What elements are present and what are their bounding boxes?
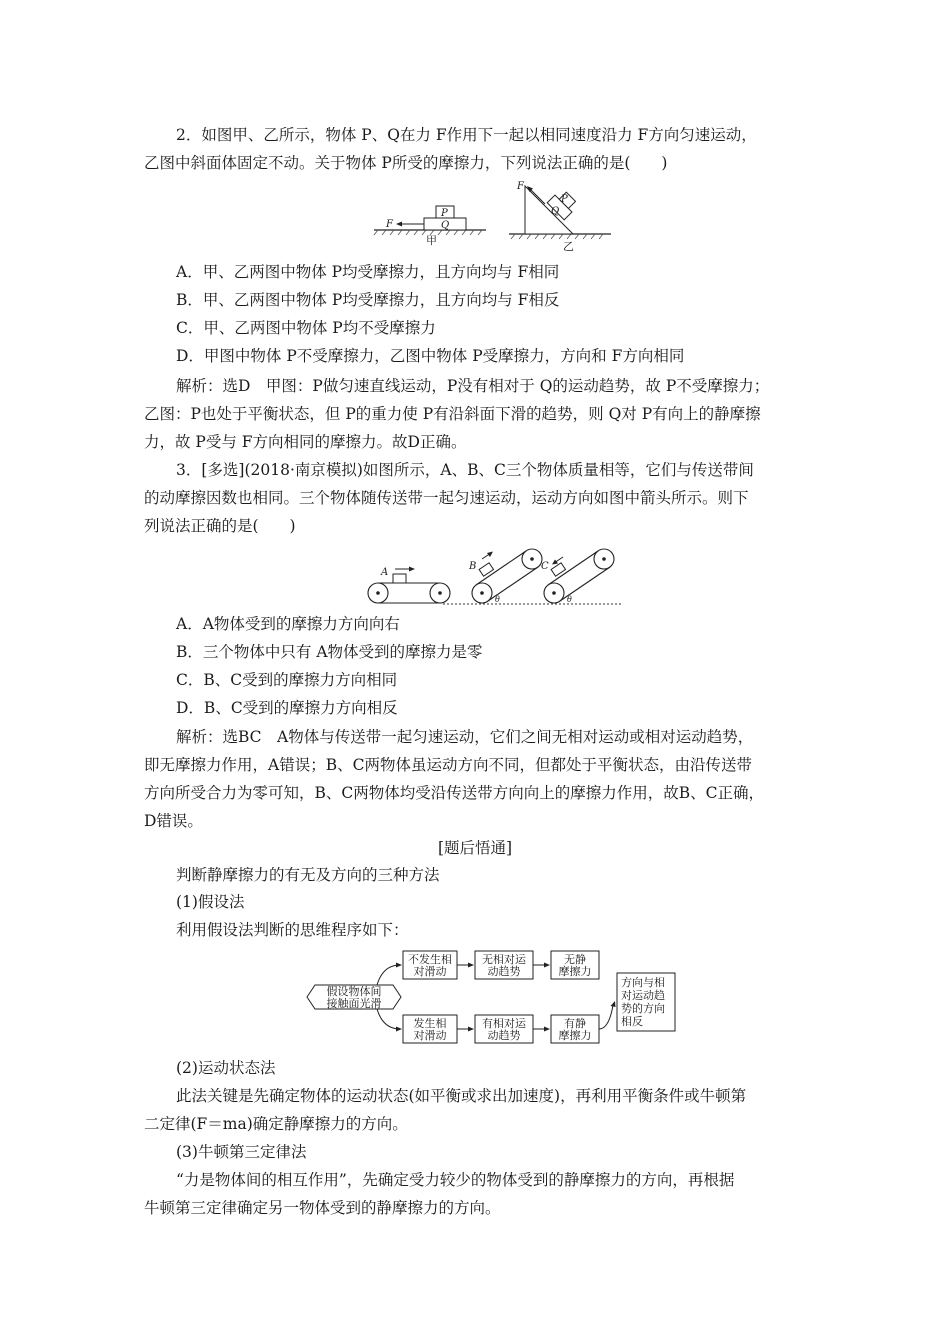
method-1-desc: 利用假设法判断的思维程序如下： [176,921,409,939]
flow-start-line-1: 假设物体间 [326,985,382,998]
q2-option-b: B．甲、乙两图中物体 P均受摩擦力，且方向均与 F相反 [176,291,560,309]
q3-stem-line-1: 3．[多选](2018·南京模拟)如图所示，A、B、C三个物体质量相等，它们与传送带间 [176,461,754,479]
flow-top-3-line-2: 摩擦力 [558,965,592,978]
label-a: A [381,567,389,578]
q3-conveyor-figure [365,545,625,610]
flow-top-2-line-2: 动趋势 [487,965,521,978]
flow-bottom-2-line-1: 有相对运 [482,1017,526,1030]
flow-top-2-line-1: 无相对运 [482,953,526,966]
flow-bottom-3-line-2: 摩擦力 [558,1029,592,1042]
label-b: B [469,561,477,572]
summary-intro: 判断静摩擦力的有无及方向的三种方法 [176,866,440,884]
method-2-desc-line-2: 二定律(F＝ma)确定静摩擦力的方向。 [144,1115,408,1133]
jia-label-q: Q [441,220,450,231]
yi-label-p: P [561,194,568,205]
q2-stem-line-2: 乙图中斜面体固定不动。关于物体 P所受的摩擦力，下列说法正确的是( ) [144,154,668,172]
flow-top-1-line-1: 不发生相 [408,953,452,966]
q2-stem-line-1: 2．如图甲、乙所示，物体 P、Q在力 F作用下一起以相同速度沿力 F方向匀速运动， [176,126,757,144]
q3-analysis-line-3: 方向所受合力为零可知，B、C两物体均受沿传送带方向向上的摩擦力作用，故B、C正确， [144,784,765,802]
q3-analysis-line-4: D错误。 [144,812,203,830]
flow-bottom-1-line-2: 对滑动 [413,1029,447,1042]
flow-top-3-line-1: 无静 [564,953,586,966]
method-2-desc-line-1: 此法关键是先确定物体的运动状态(如平衡或求出加速度)，再利用平衡条件或牛顿第 [176,1087,747,1105]
q3-option-b: B．三个物体中只有 A物体受到的摩擦力是零 [176,643,483,661]
method-2-title: (2)运动状态法 [176,1059,276,1077]
q2-option-a: A．甲、乙两图中物体 P均受摩擦力，且方向均与 F相同 [176,263,560,281]
jia-label-p: P [441,208,448,219]
q2-option-d: D．甲图中物体 P不受摩擦力，乙图中物体 P受摩擦力，方向和 F方向相同 [176,347,685,365]
summary-heading: [题后悟通] [437,839,513,857]
q3-analysis-line-2: 即无摩擦力作用，A错误；B、C两物体虽运动方向不同，但都处于平衡状态，由沿传送带 [144,756,752,774]
method-3-title: (3)牛顿第三定律法 [176,1143,307,1161]
label-c: C [541,561,549,572]
yi-caption: 乙 [563,240,574,253]
q2-analysis-line-1: 解析：选D 甲图：P做匀速直线运动，P没有相对于 Q的运动趋势，故 P不受摩擦力； [176,377,770,395]
method-1-title: (1)假设法 [176,893,245,911]
q2-figure-yi [505,178,615,258]
flow-bottom-2-line-2: 动趋势 [487,1029,521,1042]
q2-figure-jia [370,198,490,248]
flow-end-line-4: 相反 [621,1015,643,1028]
flow-top-1-line-2: 对滑动 [413,965,447,978]
flow-bottom-3-line-1: 有静 [564,1017,586,1030]
method-3-desc-line-2: 牛顿第三定律确定另一物体受到的静摩擦力的方向。 [144,1199,501,1217]
jia-label-f: F [386,219,393,230]
flow-end-line-2: 对运动趋 [621,989,665,1002]
q2-option-c: C．甲、乙两图中物体 P均不受摩擦力 [176,319,436,337]
q2-analysis-line-2: 乙图：P也处于平衡状态，但 P的重力使 P有沿斜面下滑的趋势，则 Q对 P有向上的静摩擦 [144,405,761,423]
flow-end-line-1: 方向与相 [621,976,665,989]
method-3-desc-line-1: “力是物体间的相互作用”，先确定受力较少的物体受到的静摩擦力的方向，再根据 [176,1171,735,1189]
flow-start-line-2: 接触面光滑 [326,997,382,1010]
hypothesis-flowchart [305,945,725,1055]
q3-option-c: C．B、C受到的摩擦力方向相同 [176,671,398,689]
q3-stem-line-2: 的动摩擦因数也相同。三个物体随传送带一起匀速运动，运动方向如图中箭头所示。则下 [144,489,749,507]
q3-analysis-line-1: 解析：选BC A物体与传送带一起匀速运动，它们之间无相对运动或相对运动趋势， [176,728,754,746]
theta-b: θ [495,595,500,604]
q2-analysis-line-3: 力，故 P受与 F方向相同的摩擦力。故D正确。 [144,433,467,451]
yi-label-q: Q [551,206,560,217]
flow-bottom-1-line-1: 发生相 [413,1017,447,1030]
q3-option-a: A．A物体受到的摩擦力方向向右 [176,615,400,633]
jia-caption: 甲 [426,234,437,247]
q3-stem-line-3: 列说法正确的是( ) [144,517,296,535]
yi-label-f: F [517,181,524,192]
flow-end-line-3: 势的方向 [621,1002,665,1015]
theta-c: θ [567,595,572,604]
q3-option-d: D．B、C受到的摩擦力方向相反 [176,699,398,717]
